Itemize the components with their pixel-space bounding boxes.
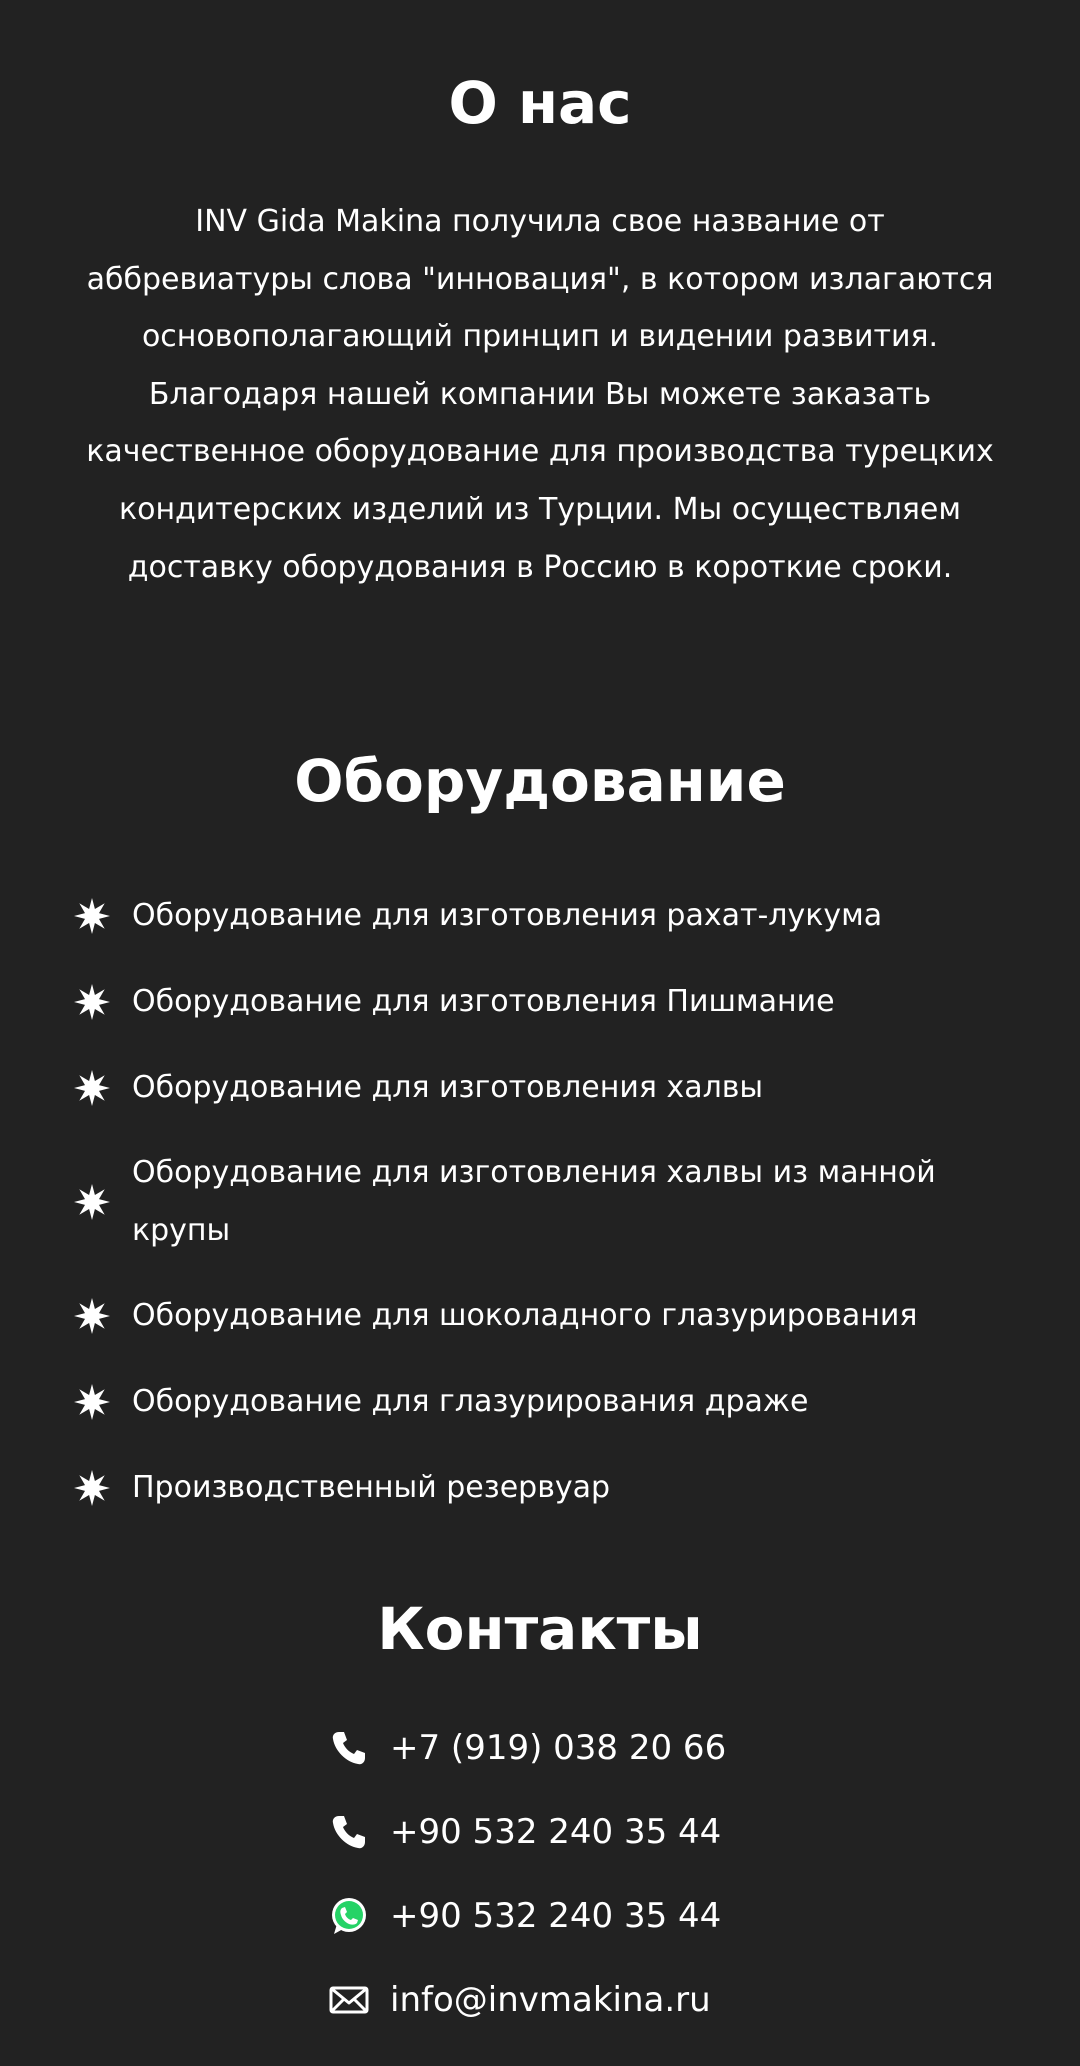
- whatsapp-link[interactable]: +90 532 240 35 44: [390, 1896, 722, 1936]
- starburst-bullet-icon: [72, 1296, 112, 1336]
- equipment-item-label: Оборудование для изготовления рахат-лукума: [132, 898, 883, 933]
- whatsapp-icon: [328, 1895, 370, 1937]
- contacts-title: Контакты: [377, 1595, 703, 1663]
- phone-icon: [328, 1727, 370, 1769]
- equipment-item[interactable]: [72, 1144, 1012, 1260]
- starburst-bullet-icon: [72, 982, 112, 1022]
- equipment-item-label: Оборудование для шоколадного глазурирования: [132, 1298, 918, 1333]
- equipment-item-label: Оборудование для изготовления халвы из манной крупы: [132, 1155, 936, 1248]
- contact-whatsapp[interactable]: [328, 1886, 848, 1946]
- equipment-item[interactable]: [72, 1458, 1012, 1518]
- starburst-bullet-icon: [72, 1382, 112, 1422]
- contact-phone-2[interactable]: [328, 1802, 848, 1862]
- phone-link[interactable]: +7 (919) 038 20 66: [390, 1728, 727, 1768]
- about-title: О нас: [448, 69, 632, 137]
- equipment-title: Оборудование: [294, 747, 786, 815]
- starburst-bullet-icon: [72, 1468, 112, 1508]
- phone-icon: [328, 1811, 370, 1853]
- equipment-item-label: Оборудование для глазурирования драже: [132, 1384, 809, 1419]
- equipment-item[interactable]: [72, 972, 1012, 1032]
- equipment-item[interactable]: [72, 886, 1012, 946]
- contact-phone-1[interactable]: [328, 1718, 848, 1778]
- email-link[interactable]: info@invmakina.ru: [390, 1980, 711, 2020]
- starburst-bullet-icon: [72, 1068, 112, 1108]
- starburst-bullet-icon: [72, 1182, 112, 1222]
- mail-icon: [328, 1979, 370, 2021]
- equipment-item[interactable]: [72, 1372, 1012, 1432]
- equipment-item-label: Оборудование для изготовления халвы: [132, 1070, 764, 1105]
- about-text: INV Gida Makina получила свое название от аббревиатуры слова "инновация", в котором излагаются основополагающий принцип и видении развития. Благодаря нашей компании Вы можете заказать качественное оборудование для производства турецких кондитерских изделий из Турции. Мы осуществляем доставку оборудования в Россию в короткие сроки.: [86, 204, 994, 585]
- equipment-item[interactable]: [72, 1058, 1012, 1118]
- equipment-item-label: Производственный резервуар: [132, 1470, 611, 1505]
- contact-email[interactable]: [328, 1970, 848, 2030]
- starburst-bullet-icon: [72, 896, 112, 936]
- phone-link[interactable]: +90 532 240 35 44: [390, 1812, 722, 1852]
- contacts-list: [328, 1718, 848, 2054]
- equipment-item[interactable]: [72, 1286, 1012, 1346]
- equipment-item-label: Оборудование для изготовления Пишмание: [132, 984, 835, 1019]
- equipment-list: [72, 886, 1012, 1544]
